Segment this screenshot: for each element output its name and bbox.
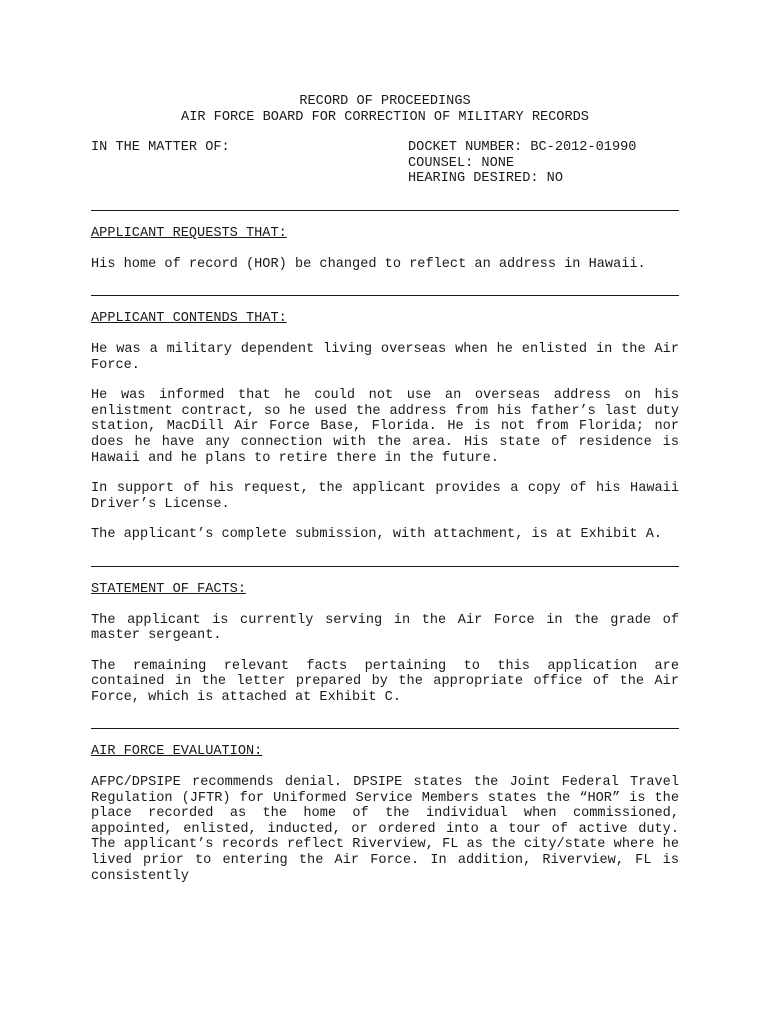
counsel: COUNSEL: NONE [408, 155, 515, 171]
section-heading-requests: APPLICANT REQUESTS THAT: [91, 226, 287, 242]
matter-block [91, 140, 679, 187]
contends-paragraph-2: He was informed that he could not use an overseas address on his enlistment contract, so he used the address from his father’s last duty station, MacDill Air Force Base, Florida. He is not from Florida; nor does he have any connection with the area. His state of residence is Hawaii and he plans to retire there in the future. [91, 388, 679, 466]
section-divider [91, 566, 679, 567]
evaluation-paragraph-1: AFPC/DPSIPE recommends denial. DPSIPE states the Joint Federal Travel Regulation (JFTR) for Uniformed Service Members states the “HOR” is the place recorded as the home of the individual when commissioned, appointed, enlisted, inducted, or ordered into a tour of active duty. The applicant’s records reflect Riverview, FL as the city/state where he lived prior to entering the Air Force. In addition, Riverview, FL is consistently [91, 775, 679, 884]
contends-paragraph-3: In support of his request, the applicant provides a copy of his Hawaii Driver’s License. [91, 481, 679, 512]
facts-paragraph-2: The remaining relevant facts pertaining to this application are contained in the letter prepared by the appropriate office of the Air Force, which is attached at Exhibit C. [91, 658, 679, 705]
board-title: AIR FORCE BOARD FOR CORRECTION OF MILITARY RECORDS [181, 109, 589, 125]
section-divider [91, 210, 679, 211]
section-heading-contends: APPLICANT CONTENDS THAT: [91, 311, 287, 327]
contends-paragraph-4: The applicant’s complete submission, with attachment, is at Exhibit A. [91, 527, 663, 543]
contends-paragraph-1: He was a military dependent living overseas when he enlisted in the Air Force. [91, 341, 679, 373]
document-body [91, 94, 679, 884]
section-divider [91, 728, 679, 729]
facts-paragraph-1: The applicant is currently serving in the Air Force in the grade of master sergeant. [91, 612, 679, 644]
matter-label: IN THE MATTER OF: [91, 140, 230, 156]
docket-number: DOCKET NUMBER: BC-2012-01990 [408, 140, 637, 156]
requests-paragraph: His home of record (HOR) be changed to reflect an address in Hawaii. [91, 256, 646, 272]
section-divider [91, 295, 679, 296]
record-title: RECORD OF PROCEEDINGS [299, 94, 471, 109]
section-heading-facts: STATEMENT OF FACTS: [91, 581, 246, 597]
section-heading-evaluation: AIR FORCE EVALUATION: [91, 744, 263, 760]
case-info [408, 140, 636, 187]
hearing-desired: HEARING DESIRED: NO [408, 171, 563, 187]
